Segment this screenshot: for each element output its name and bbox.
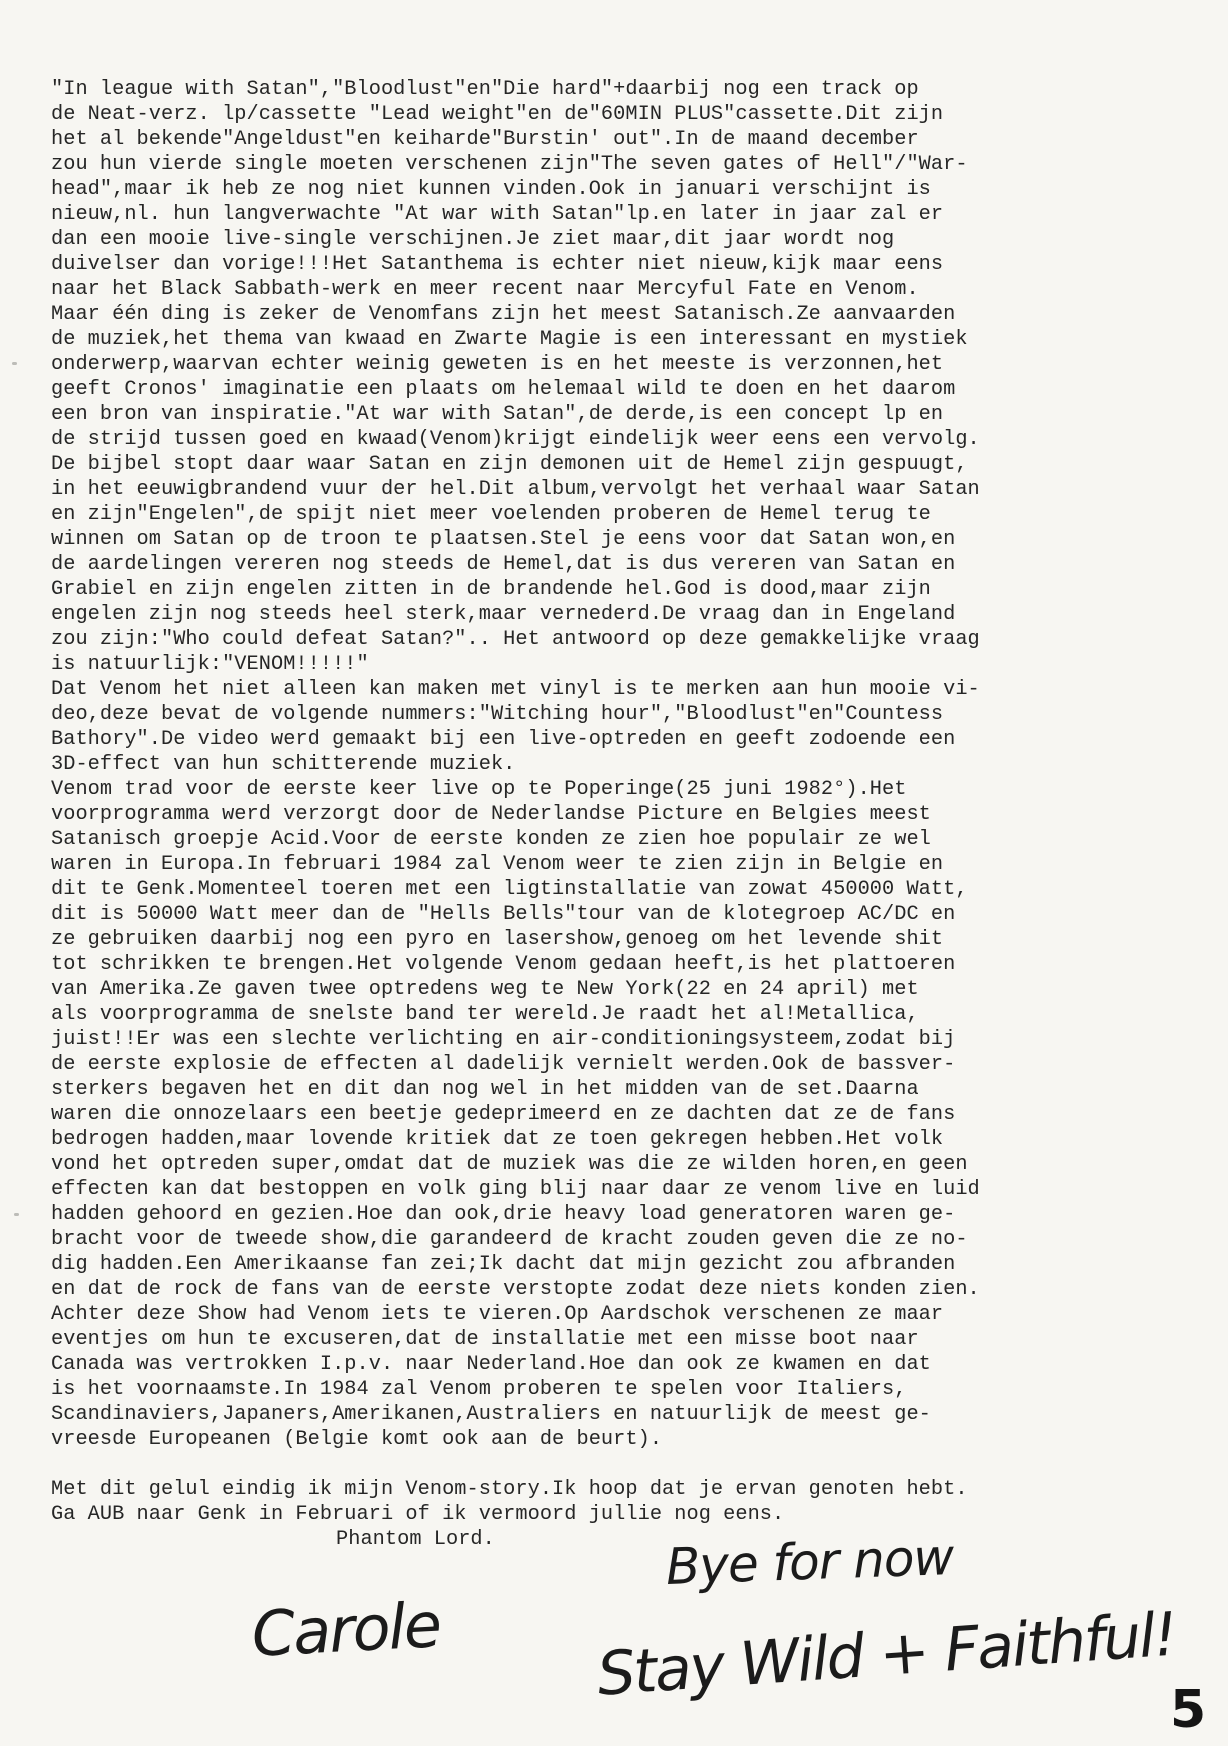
text-line: winnen om Satan op de troon te plaatsen.Stel je eens voor dat Satan won,en bbox=[51, 528, 956, 551]
text-line: Satanisch groepje Acid.Voor de eerste konden ze zien hoe populair ze wel bbox=[51, 828, 931, 851]
text-line: Ga AUB naar Genk in Februari of ik vermoord jullie nog eens. bbox=[51, 1503, 785, 1526]
text-line: dig hadden.Een Amerikaanse fan zei;Ik dacht dat mijn gezicht zou afbranden bbox=[51, 1253, 956, 1276]
typed-text-body bbox=[51, 77, 1201, 1552]
text-line: bracht voor de tweede show,die garandeerd de kracht zouden geven die ze no- bbox=[51, 1228, 968, 1251]
handwritten-name-carole: Carole bbox=[250, 1588, 442, 1671]
signature-phantom-lord: Phantom Lord. bbox=[336, 1528, 495, 1551]
main-paragraph bbox=[51, 77, 1201, 1452]
text-line: zou zijn:"Who could defeat Satan?".. Het antwoord op deze gemakkelijke vraag bbox=[51, 628, 980, 651]
text-line: nieuw,nl. hun langverwachte "At war with Satan"lp.en later in jaar zal er bbox=[51, 203, 944, 226]
text-line: een bron van inspiratie."At war with Satan",de derde,is een concept lp en bbox=[51, 403, 944, 426]
blank-line bbox=[51, 1452, 1201, 1477]
text-line: waren in Europa.In februari 1984 zal Venom weer te zien zijn in Belgie en bbox=[51, 853, 944, 876]
text-line: het al bekende"Angeldust"en keiharde"Burstin' out".In de maand december bbox=[51, 128, 919, 151]
text-line: Maar één ding is zeker de Venomfans zijn het meest Satanisch.Ze aanvaarden bbox=[51, 303, 956, 326]
paper-speck bbox=[12, 362, 17, 365]
text-line: De bijbel stopt daar waar Satan en zijn demonen uit de Hemel zijn gespuugt, bbox=[51, 453, 968, 476]
text-line: Achter deze Show had Venom iets te vieren.Op Aardschok verschenen ze maar bbox=[51, 1303, 944, 1326]
text-line: Canada was vertrokken I.p.v. naar Nederland.Hoe dan ook ze kwamen en dat bbox=[51, 1353, 931, 1376]
closing-paragraph bbox=[51, 1477, 1201, 1527]
paper-speck bbox=[14, 1213, 19, 1216]
text-line: ze gebruiken daarbij nog een pyro en lasershow,genoeg om het levende shit bbox=[51, 928, 944, 951]
text-line: dit is 50000 Watt meer dan de "Hells Bells"tour van de klotegroep AC/DC en bbox=[51, 903, 956, 926]
text-line: Venom trad voor de eerste keer live op te Poperinge(25 juni 1982°).Het bbox=[51, 778, 907, 801]
text-line: duivelser dan vorige!!!Het Satanthema is echter niet nieuw,kijk maar eens bbox=[51, 253, 944, 276]
text-line: Scandinaviers,Japaners,Amerikanen,Australiers en natuurlijk de meest ge- bbox=[51, 1403, 931, 1426]
handwritten-bye-for-now: Bye for now bbox=[665, 1527, 955, 1596]
text-line: voorprogramma werd verzorgt door de Nederlandse Picture en Belgies meest bbox=[51, 803, 931, 826]
text-line: de strijd tussen goed en kwaad(Venom)krijgt eindelijk weer eens een vervolg. bbox=[51, 428, 980, 451]
text-line: de Neat-verz. lp/cassette "Lead weight"en de"60MIN PLUS"cassette.Dit zijn bbox=[51, 103, 944, 126]
text-line: tot schrikken te brengen.Het volgende Venom gedaan heeft,is het plattoeren bbox=[51, 953, 956, 976]
text-line: Dat Venom het niet alleen kan maken met vinyl is te merken aan hun mooie vi- bbox=[51, 678, 980, 701]
text-line: geeft Cronos' imaginatie een plaats om helemaal wild te doen en het daarom bbox=[51, 378, 956, 401]
text-line: de aardelingen vereren nog steeds de Hemel,dat is dus vereren van Satan en bbox=[51, 553, 956, 576]
text-line: en zijn"Engelen",de spijt niet meer voelenden proberen de Hemel terug te bbox=[51, 503, 931, 526]
text-line: vreesde Europeanen (Belgie komt ook aan de beurt). bbox=[51, 1428, 663, 1451]
text-line: vond het optreden super,omdat dat de muziek was die ze wilden horen,en geen bbox=[51, 1153, 968, 1176]
text-line: eventjes om hun te excuseren,dat de installatie met een misse boot naar bbox=[51, 1328, 919, 1351]
text-line: hadden gehoord en gezien.Hoe dan ook,drie heavy load generatoren waren ge- bbox=[51, 1203, 956, 1226]
text-line: van Amerika.Ze gaven twee optredens weg te New York(22 en 24 april) met bbox=[51, 978, 919, 1001]
text-line: de eerste explosie de effecten al dadelijk vernielt werden.Ook de bassver- bbox=[51, 1053, 956, 1076]
text-line: Bathory".De video werd gemaakt bij een live-optreden en geeft zodoende een bbox=[51, 728, 956, 751]
text-line: Met dit gelul eindig ik mijn Venom-story.Ik hoop dat je ervan genoten hebt. bbox=[51, 1478, 968, 1501]
text-line: sterkers begaven het en dit dan nog wel in het midden van de set.Daarna bbox=[51, 1078, 919, 1101]
text-line: en dat de rock de fans van de eerste verstopte zodat deze niets konden zien. bbox=[51, 1278, 980, 1301]
page-number: 5 bbox=[1170, 1680, 1207, 1740]
text-line: dan een mooie live-single verschijnen.Je ziet maar,dit jaar wordt nog bbox=[51, 228, 895, 251]
text-line: als voorprogramma de snelste band ter wereld.Je raadt het al!Metallica, bbox=[51, 1003, 919, 1026]
text-line: is natuurlijk:"VENOM!!!!!" bbox=[51, 653, 369, 676]
text-line: head",maar ik heb ze nog niet kunnen vinden.Ook in januari verschijnt is bbox=[51, 178, 931, 201]
text-line: 3D-effect van hun schitterende muziek. bbox=[51, 753, 516, 776]
text-line: waren die onnozelaars een beetje gedeprimeerd en ze dachten dat ze de fans bbox=[51, 1103, 956, 1126]
text-line: naar het Black Sabbath-werk en meer recent naar Mercyful Fate en Venom. bbox=[51, 278, 919, 301]
text-line: Grabiel en zijn engelen zitten in de brandende hel.God is dood,maar zijn bbox=[51, 578, 931, 601]
text-line: "In league with Satan","Bloodlust"en"Die hard"+daarbij nog een track op bbox=[51, 78, 919, 101]
text-line: deo,deze bevat de volgende nummers:"Witching hour","Bloodlust"en"Countess bbox=[51, 703, 944, 726]
text-line: dit te Genk.Momenteel toeren met een ligtinstallatie van zowat 450000 Watt, bbox=[51, 878, 968, 901]
text-line: is het voornaamste.In 1984 zal Venom proberen te spelen voor Italiers, bbox=[51, 1378, 907, 1401]
handwritten-stay-wild: Stay Wild + Faithful! bbox=[595, 1599, 1178, 1710]
text-line: engelen zijn nog steeds heel sterk,maar vernederd.De vraag dan in Engeland bbox=[51, 603, 956, 626]
text-line: juist!!Er was een slechte verlichting en air-conditioningsysteem,zodat bij bbox=[51, 1028, 956, 1051]
text-line: onderwerp,waarvan echter weinig geweten is en het meeste is verzonnen,het bbox=[51, 353, 944, 376]
text-line: effecten kan dat bestoppen en volk ging blij naar daar ze venom live en luid bbox=[51, 1178, 980, 1201]
text-line: bedrogen hadden,maar lovende kritiek dat ze toen gekregen hebben.Het volk bbox=[51, 1128, 944, 1151]
text-line: de muziek,het thema van kwaad en Zwarte Magie is een interessant en mystiek bbox=[51, 328, 968, 351]
text-line: zou hun vierde single moeten verschenen zijn"The seven gates of Hell"/"War- bbox=[51, 153, 968, 176]
text-line: in het eeuwigbrandend vuur der hel.Dit album,vervolgt het verhaal waar Satan bbox=[51, 478, 980, 501]
